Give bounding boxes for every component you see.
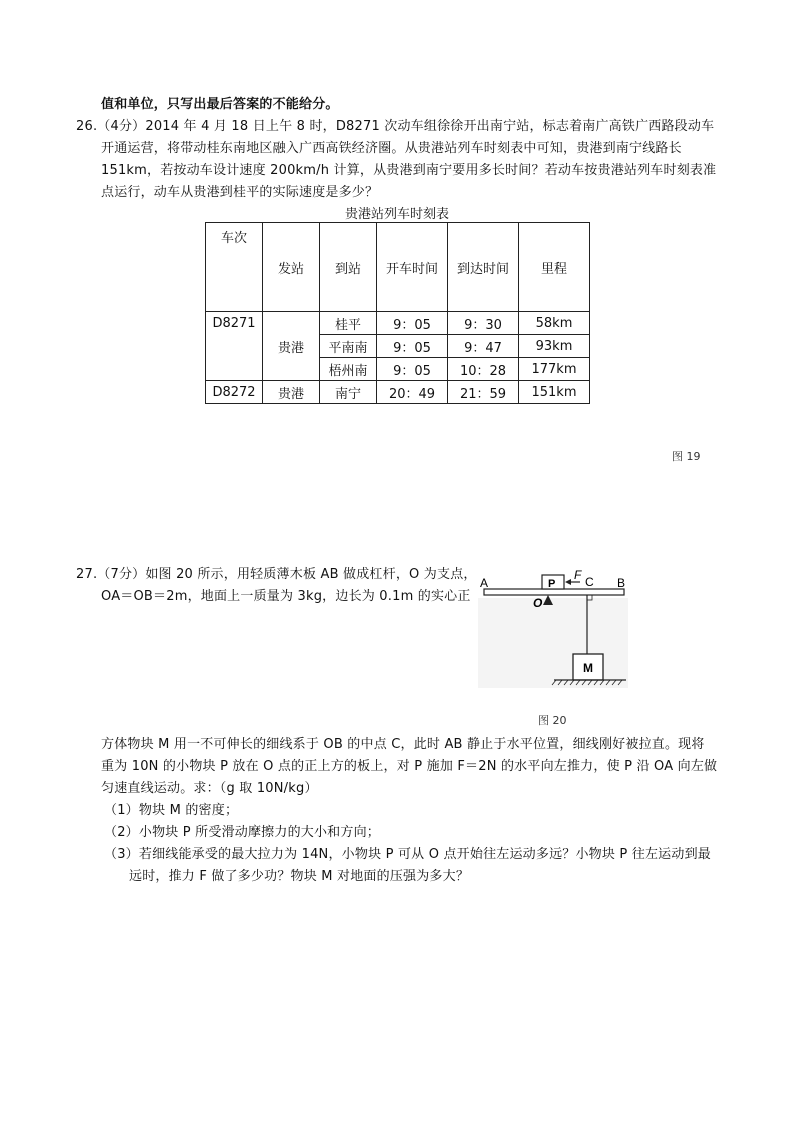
figure-20-caption: 图 20 xyxy=(538,714,567,727)
cell-train: D8272 xyxy=(206,381,263,404)
label-o: O xyxy=(533,596,543,610)
figure-20-caption-clip xyxy=(538,713,578,727)
label-b: B xyxy=(617,576,626,590)
cell-to: 南宁 xyxy=(320,381,377,404)
header-from: 发站 xyxy=(263,223,320,312)
q26-line-1: 26.（4分）2014 年 4 月 18 日上午 8 时，D8271 次动车组徐徐开出南宁站，标志着南广高铁广西路段动车 xyxy=(76,119,715,134)
q26-line-2: 开通运营，将带动桂东南地区融入广西高铁经济圈。从贵港站列车时刻表中可知，贵港到南宁线路长 xyxy=(101,141,682,156)
q27-line-3: 方体物块 M 用一不可伸长的细线系于 OB 的中点 C，此时 AB 静止于水平位置，细线刚好被拉直。现将 xyxy=(101,737,705,752)
q27-line-1: 27.（7分）如图 20 所示，用轻质薄木板 AB 做成杠杆，O 为支点， xyxy=(76,567,477,582)
table-header-row xyxy=(206,223,590,312)
cell-to: 桂平 xyxy=(320,312,377,335)
cell-depart: 9：05 xyxy=(377,358,448,381)
header-to: 到站 xyxy=(320,223,377,312)
lever-figure xyxy=(476,562,636,714)
cell-arrive: 21：59 xyxy=(448,381,519,404)
timetable xyxy=(205,222,590,404)
q27-sub-3: （3）若细线能承受的最大拉力为 14N，小物块 P 可从 O 点开始往左运动多远？小物块 P 往左运动到最 xyxy=(104,847,711,862)
cell-depart: 9：05 xyxy=(377,312,448,335)
cell-depart: 20：49 xyxy=(377,381,448,404)
cell-arrive: 10：28 xyxy=(448,358,519,381)
figure-19-caption: 图 19 xyxy=(672,450,701,463)
header-train: 车次 xyxy=(206,223,263,312)
header-arrive: 到达时间 xyxy=(448,223,519,312)
header-depart: 开车时间 xyxy=(377,223,448,312)
cell-arrive: 9：30 xyxy=(448,312,519,335)
q27-sub-3-cont: 远时，推力 F 做了多少功？物块 M 对地面的压强为多大？ xyxy=(129,869,470,884)
timetable-title: 贵港站列车时刻表 xyxy=(344,207,449,222)
q26-line-4: 点运行，动车从贵港到桂平的实际速度是多少？ xyxy=(101,185,379,200)
header-distance: 里程 xyxy=(519,223,590,312)
cell-from: 贵港 xyxy=(263,312,320,381)
cell-distance: 151km xyxy=(519,381,590,404)
cell-distance: 58km xyxy=(519,312,590,335)
cell-depart: 9：05 xyxy=(377,335,448,358)
cell-to: 梧州南 xyxy=(320,358,377,381)
table-row xyxy=(206,381,590,404)
force-arrow-head-icon xyxy=(565,579,571,585)
cell-to: 平南南 xyxy=(320,335,377,358)
q27-line-4: 重为 10N 的小物块 P 放在 O 点的正上方的板上，对 P 施加 F＝2N 的水平向左推力，使 P 沿 OA 向左做 xyxy=(101,759,718,774)
cell-distance: 177km xyxy=(519,358,590,381)
label-p: P xyxy=(548,578,556,590)
q27-sub-1: （1）物块 M 的密度； xyxy=(104,803,239,818)
q27-line-5: 匀速直线运动。求：（g 取 10N/kg） xyxy=(101,781,318,796)
label-f: F xyxy=(574,568,582,582)
label-m: M xyxy=(583,661,593,675)
label-a: A xyxy=(480,576,489,590)
intro-line: 值和单位，只写出最后答案的不能给分。 xyxy=(101,97,339,112)
q26-line-3: 151km，若按动车设计速度 200km/h 计算，从贵港到南宁要用多长时间？若动车按贵港站列车时刻表准 xyxy=(101,163,717,178)
table-row xyxy=(206,312,590,335)
cell-train: D8271 xyxy=(206,312,263,381)
label-c: C xyxy=(585,575,594,589)
figure-19-caption-clip xyxy=(672,449,712,463)
cell-arrive: 9：47 xyxy=(448,335,519,358)
figure-background xyxy=(478,598,628,688)
cell-from: 贵港 xyxy=(263,381,320,404)
q27-sub-2: （2）小物块 P 所受滑动摩擦力的大小和方向； xyxy=(104,825,380,840)
q27-line-2: OA＝OB＝2m，地面上一质量为 3kg，边长为 0.1m 的实心正 xyxy=(101,589,471,604)
cell-distance: 93km xyxy=(519,335,590,358)
